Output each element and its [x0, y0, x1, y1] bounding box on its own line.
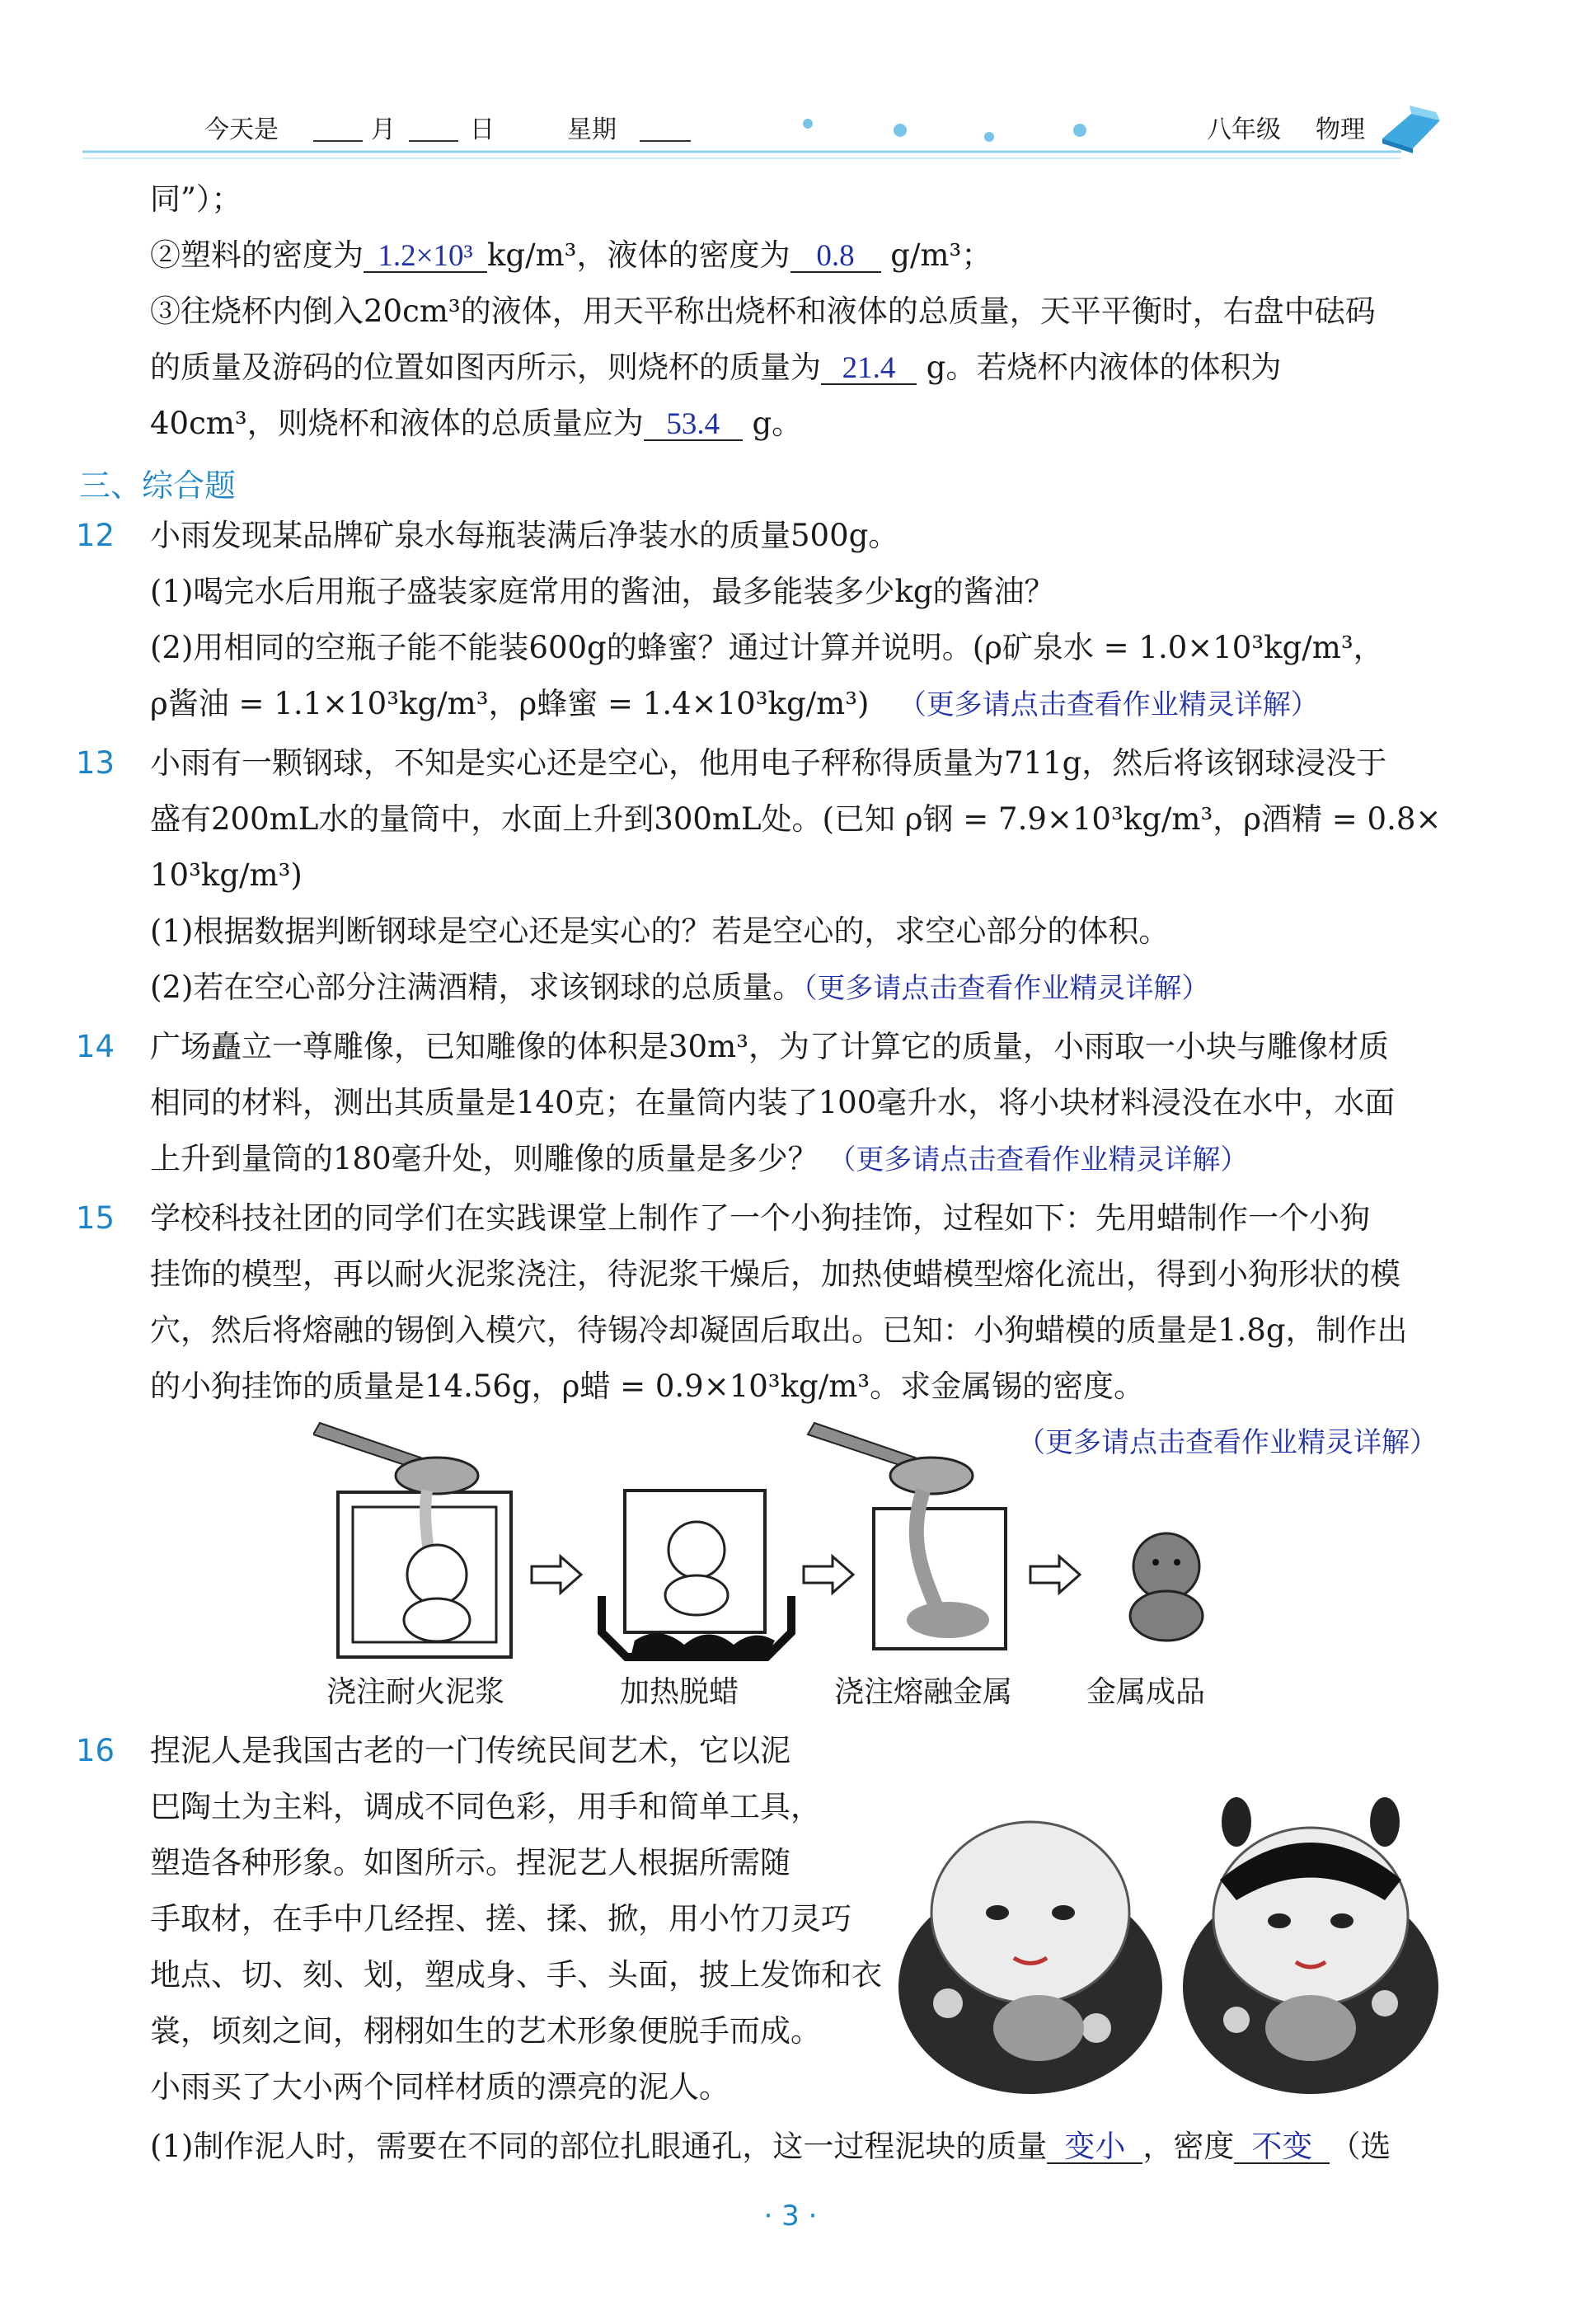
month-label: 月: [371, 115, 396, 144]
q14-line-2: 相同的材料，测出其质量是140克；在量筒内装了100毫升水，将小块材料浸没在水中，水面: [150, 1085, 1396, 1120]
day-label: 日: [470, 115, 495, 144]
subject-label: 物理: [1316, 115, 1365, 144]
liquid-density-answer: 0.8: [790, 242, 881, 273]
step-pour-metal: [808, 1423, 1006, 1649]
section-title: 三、综合题: [79, 467, 237, 504]
clay-density-answer: 不变: [1234, 2133, 1330, 2164]
figurine-left: [898, 1822, 1162, 2094]
q16-line-7: 小雨买了大小两个同样材质的漂亮的泥人。: [150, 2069, 730, 2105]
book-icon: [1378, 97, 1444, 155]
q16-line-3: 塑造各种形象。如图所示。捏泥艺人根据所需随: [150, 1845, 790, 1880]
q16-line-4: 手取材，在手中几经捏、搓、揉、掀，用小竹刀灵巧: [150, 1901, 851, 1937]
clay-mass-answer: 变小: [1047, 2133, 1142, 2164]
cont-line-4: 40cm³，则烧杯和液体的总质量应为 53.4 g。: [150, 406, 803, 441]
caption-finished-metal: 金属成品: [1086, 1675, 1206, 1709]
q14-line-3: 上升到量筒的180毫升处，则雕像的质量是多少？ （更多请点击查看作业精灵详解）: [150, 1141, 1249, 1176]
q12-detail-link[interactable]: （更多请点击查看作业精灵详解）: [898, 688, 1319, 721]
caption-heat-dewax: 加热脱蜡: [620, 1675, 739, 1709]
q12-line-2: (1)喝完水后用瓶子盛装家庭常用的酱油，最多能装多少kg的酱油？: [150, 574, 1055, 609]
q16-line-5: 地点、切、刻、划，塑成身、手、头面，披上发饰和衣: [150, 1957, 882, 1993]
caption-pour-slurry: 浇注耐火泥浆: [326, 1675, 505, 1709]
beaker-mass-answer: 21.4: [821, 354, 917, 385]
q12-line-3: (2)用相同的空瓶子能不能装600g的蜂蜜？通过计算并说明。(ρ矿泉水 = 1.0×10³kg/m³，: [150, 630, 1384, 665]
q12-line-4: ρ酱油 = 1.1×10³kg/m³，ρ蜂蜜 = 1.4×10³kg/m³) （更多请点击查看作业精灵详解）: [150, 686, 1319, 721]
q13-line-2: 盛有200mL水的量筒中，水面上升到300mL处。(已知 ρ钢 = 7.9×10³kg/m³，ρ酒精 = 0.8×: [150, 801, 1442, 837]
total-mass-answer: 53.4: [644, 410, 743, 441]
weekday-label: 星期: [567, 115, 617, 144]
q15-detail-link[interactable]: （更多请点击查看作业精灵详解）: [1017, 1426, 1438, 1459]
caption-pour-metal: 浇注熔融金属: [834, 1675, 1013, 1709]
q15-line-3: 穴，然后将熔融的锡倒入模穴，待锡冷却凝固后取出。已知：小狗蜡模的质量是1.8g，制作出: [150, 1312, 1408, 1348]
figurine-right: [1183, 1797, 1438, 2094]
arrow-1: [532, 1556, 581, 1593]
q13-line-4: (1)根据数据判断钢球是空心还是实心的？若是空心的，求空心部分的体积。: [150, 913, 1170, 949]
q15-line-4: 的小狗挂饰的质量是14.56g，ρ蜡 = 0.9×10³kg/m³。求金属锡的密度。: [150, 1369, 1145, 1404]
grade-label: 八年级: [1207, 115, 1281, 144]
step-pour-slurry: [313, 1423, 511, 1657]
cont-line-2: ③往烧杯内倒入20cm³的液体，用天平称出烧杯和液体的总质量，天平平衡时，右盘中砝码: [150, 293, 1376, 329]
q13-number: 13: [76, 745, 115, 781]
q15-number: 15: [76, 1200, 115, 1236]
q16-line-6: 裳，顷刻之间，栩栩如生的艺术形象便脱手而成。: [150, 2013, 821, 2049]
cont-line-0: 同”）；: [150, 181, 242, 217]
q16-line-8: (1)制作泥人时，需要在不同的部位扎眼通孔，这一过程泥块的质量 变小 ，密度 不变 （选: [150, 2129, 1391, 2164]
cont-line-1: ②塑料的密度为 1.2×10³ kg/m³，液体的密度为 0.8 g/m³；: [150, 237, 992, 273]
clay-figurines-photo: [890, 1756, 1451, 2102]
q13-line-1: 小雨有一颗钢球，不知是实心还是空心，他用电子秤称得质量为711g，然后将该钢球浸没于: [150, 745, 1387, 781]
q14-detail-link[interactable]: （更多请点击查看作业精灵详解）: [828, 1143, 1249, 1176]
q13-detail-link[interactable]: （更多请点击查看作业精灵详解）: [803, 972, 1210, 1005]
q16-number: 16: [76, 1733, 115, 1768]
q13-line-3: 10³kg/m³): [150, 857, 303, 893]
plastic-density-answer: 1.2×10³: [364, 242, 487, 273]
casting-process-figure: [313, 1418, 1253, 1665]
q16-line-1: 捏泥人是我国古老的一门传统民间艺术，它以泥: [150, 1733, 790, 1768]
q14-number: 14: [76, 1029, 115, 1064]
step-heat-dewax: [602, 1491, 791, 1657]
step-finished-metal: [1130, 1533, 1203, 1641]
q16-line-2: 巴陶土为主料，调成不同色彩，用手和简单工具，: [150, 1789, 821, 1824]
arrow-3: [1030, 1556, 1080, 1593]
q12-number: 12: [76, 518, 115, 553]
q13-line-5: (2)若在空心部分注满酒精，求该钢球的总质量。（更多请点击查看作业精灵详解）: [150, 970, 1210, 1005]
q15-line-1: 学校科技社团的同学们在实践课堂上制作了一个小狗挂饰，过程如下：先用蜡制作一个小狗: [150, 1200, 1370, 1236]
arrow-2: [804, 1556, 853, 1593]
q15-line-2: 挂饰的模型，再以耐火泥浆浇注，待泥浆干燥后，加热使蜡模型熔化流出，得到小狗形状的模: [150, 1256, 1400, 1292]
page-number: · 3 ·: [763, 2200, 818, 2232]
cont-line-3: 的质量及游码的位置如图丙所示，则烧杯的质量为 21.4 g。若烧杯内液体的体积为: [150, 350, 1282, 385]
q12-line-1: 小雨发现某品牌矿泉水每瓶装满后净装水的质量500g。: [150, 518, 899, 553]
date-prefix: 今天是: [204, 115, 279, 144]
q14-line-1: 广场矗立一尊雕像，已知雕像的体积是30m³，为了计算它的质量，小雨取一小块与雕像材质: [150, 1029, 1389, 1064]
